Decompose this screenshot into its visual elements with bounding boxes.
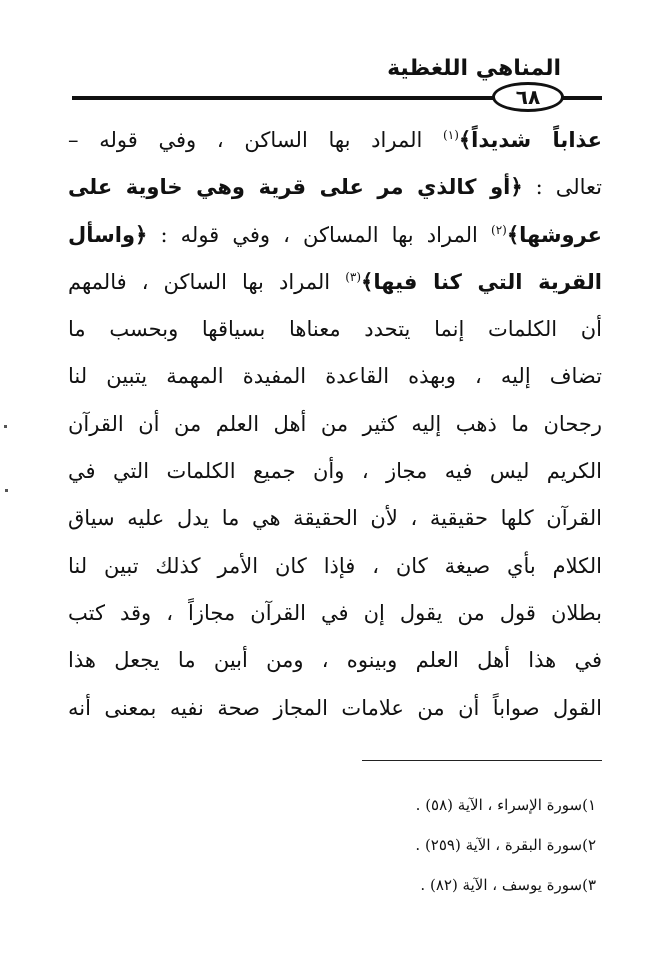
footnote-ref: (١) <box>443 128 459 142</box>
quran-quote: ﴿أو كالذي مر على قرية وهي خاوية على <box>68 175 523 200</box>
body-text-run: تعالى : <box>522 175 602 200</box>
quran-quote: ﴿واسأل <box>68 222 148 247</box>
footnote-ref: (٣) <box>345 269 362 284</box>
body-text-run: في هذا أهل العلم وبينوه ، ومن أبين ما يجعل هذا <box>68 648 602 673</box>
quran-quote: عذاباً شديداً﴾ <box>458 128 602 152</box>
footnotes <box>296 785 596 905</box>
footnote-1: ١)سورة الإسراء ، الآية (٥٨) . <box>415 796 596 814</box>
body-line <box>68 448 602 495</box>
page-number: ٦٨ <box>515 85 541 109</box>
body-line <box>68 637 602 684</box>
footnote-rule <box>362 760 602 761</box>
body-line <box>68 353 602 400</box>
page-number-badge <box>492 82 564 112</box>
footnote-ref: (٢) <box>491 222 507 237</box>
body-line <box>68 306 602 353</box>
body-line <box>68 543 602 590</box>
body-line <box>68 164 602 211</box>
body-text-run: المراد بها الساكن ، وفي قوله – <box>68 128 444 152</box>
footnote-2: ٢)سورة البقرة ، الآية (٢٥٩) . <box>415 836 596 854</box>
body-text-run: المراد بها الساكن ، فالمهم <box>68 269 346 294</box>
body-text-run: بطلان قول من يقول إن في القرآن مجازاً ، وقد كتب <box>68 600 602 625</box>
quran-quote: القرية التي كنا فيها﴾ <box>361 269 602 294</box>
body-text <box>68 117 602 732</box>
scan-speck <box>5 489 8 492</box>
body-text-run: الكلام بأي صيغة كان ، فإذا كان الأمر كذلك تبين لنا <box>68 553 602 578</box>
body-text-run: أن الكلمات إنما يتحدد معناها بسياقها وبحسب ما <box>68 317 602 342</box>
body-line <box>68 685 602 732</box>
body-text-run: تضاف إليه ، وبهذه القاعدة المفيدة المهمة يتبين لنا <box>68 364 602 389</box>
body-line <box>68 259 602 306</box>
body-line <box>68 212 602 259</box>
body-text-run: الكريم ليس فيه مجاز ، وأن جميع الكلمات التي في <box>68 459 602 484</box>
scan-speck <box>4 425 7 428</box>
body-text-run: رجحان ما ذهب إليه كثير من أهل العلم من أن القرآن <box>68 411 602 436</box>
body-text-run: القول صواباً أن من علامات المجاز صحة نفيه بمعنى أنه <box>68 695 602 720</box>
body-text-run: القرآن كلها حقيقية ، لأن الحقيقة هي ما يدل عليه سياق <box>68 506 602 531</box>
body-text-run: المراد بها المساكن ، وفي قوله : <box>147 222 491 247</box>
body-line <box>68 401 602 448</box>
body-line <box>68 590 602 637</box>
body-line <box>68 495 602 542</box>
quran-quote: عروشها﴾ <box>506 222 602 247</box>
body-line <box>68 117 602 164</box>
running-header-title: المناهي اللغظية <box>387 56 561 81</box>
footnote-3: ٣)سورة يوسف ، الآية (٨٢) . <box>420 876 596 894</box>
